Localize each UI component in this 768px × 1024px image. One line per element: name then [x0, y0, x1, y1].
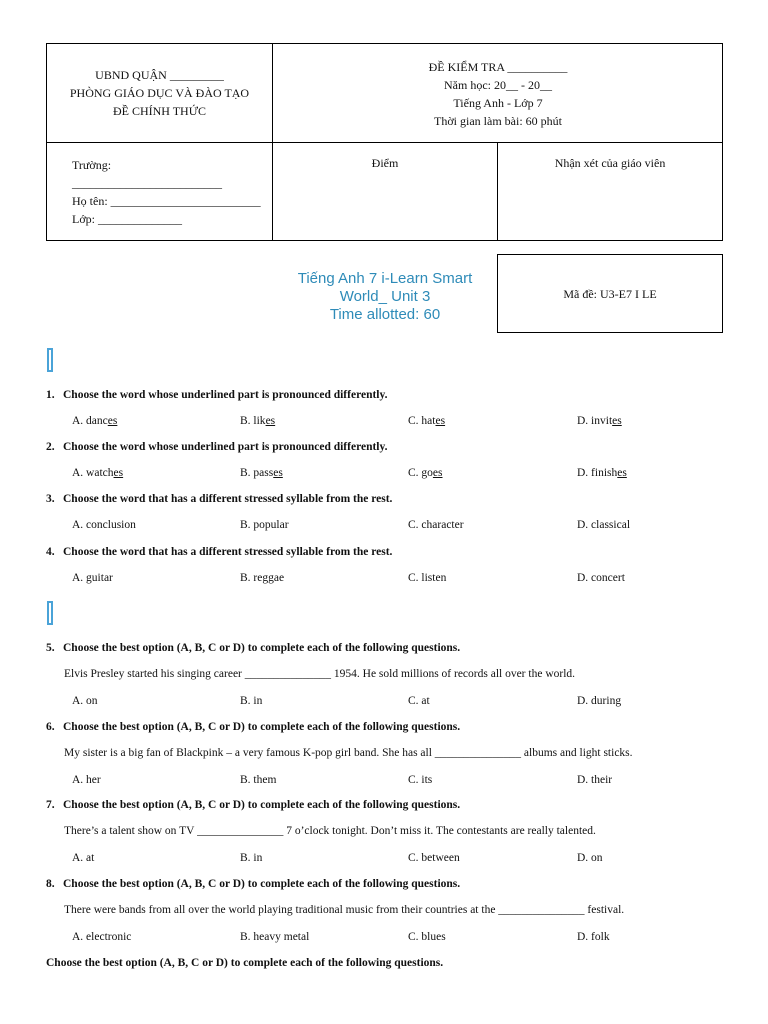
underlined-part: es [432, 467, 443, 479]
name-label: Họ tên: _________________________ [72, 194, 261, 208]
trailing-instruction: Choose the best option (A, B, C or D) to complete each of the following questions. [46, 957, 444, 969]
score-label: Điểm [371, 156, 399, 170]
test-title [270, 270, 500, 324]
answer-option[interactable]: C. its [408, 774, 433, 786]
answer-option[interactable]: C. between [408, 852, 460, 864]
answer-option[interactable]: D. classical [577, 519, 631, 531]
district-label: UBND QUẬN _________ [95, 68, 224, 82]
answer-option[interactable]: B. likes [240, 415, 276, 427]
answer-option[interactable]: A. dances [72, 415, 118, 427]
divider [47, 142, 722, 143]
question-instruction: Choose the best option (A, B, C or D) to complete each of the following questions. [63, 799, 461, 811]
answer-option[interactable]: D. invites [577, 415, 622, 427]
question-instruction: Choose the best option (A, B, C or D) to complete each of the following questions. [63, 721, 461, 733]
question-number: 2. [46, 441, 55, 453]
answer-option[interactable]: D. their [577, 774, 613, 786]
exam-code-box [497, 254, 723, 333]
school-year: Năm học: 20__ - 20__ [444, 78, 552, 92]
question-heading [46, 546, 392, 558]
answer-option[interactable]: D. folk [577, 931, 610, 943]
answer-option[interactable]: A. guitar [72, 572, 113, 584]
answer-option[interactable]: B. in [240, 852, 263, 864]
answer-option[interactable]: A. conclusion [72, 519, 136, 531]
answer-option[interactable]: C. at [408, 695, 430, 707]
answer-option[interactable]: B. popular [240, 519, 289, 531]
school-line: _________________________ [72, 176, 222, 190]
answer-option[interactable]: D. concert [577, 572, 625, 584]
section-marker-icon [47, 348, 53, 372]
answer-option[interactable]: C. character [408, 519, 464, 531]
question-heading [46, 642, 460, 654]
question-stem: There were bands from all over the world playing traditional music from their countries at the _______________ festival. [64, 904, 625, 916]
class-label: Lớp: ______________ [72, 212, 183, 226]
question-instruction: Choose the word that has a different stressed syllable from the rest. [63, 546, 393, 558]
school-label: Trường: [72, 158, 112, 172]
title-line: World_ Unit 3 [339, 288, 431, 305]
answer-option[interactable]: D. finishes [577, 467, 627, 479]
answer-option[interactable]: A. on [72, 695, 98, 707]
teacher-comment-label: Nhận xét của giáo viên [554, 156, 666, 170]
header-table [46, 43, 723, 241]
department-block [47, 66, 272, 120]
exam-info-block [273, 58, 723, 130]
underlined-part: es [107, 415, 118, 427]
question-instruction: Choose the best option (A, B, C or D) to complete each of the following questions. [63, 878, 461, 890]
answer-option[interactable]: C. goes [408, 467, 443, 479]
answer-option[interactable]: C. hates [408, 415, 446, 427]
question-number: 6. [46, 721, 55, 733]
question-number: 7. [46, 799, 55, 811]
question-heading [46, 721, 460, 733]
underlined-part: es [265, 415, 276, 427]
section-marker-icon [47, 601, 53, 625]
underlined-part: es [617, 467, 627, 479]
answer-option[interactable]: A. at [72, 852, 95, 864]
answer-option[interactable]: A. watches [72, 467, 124, 479]
question-heading [46, 441, 387, 453]
answer-option[interactable]: C. listen [408, 572, 447, 584]
question-heading [46, 878, 460, 890]
question-heading [46, 493, 392, 505]
question-number: 1. [46, 389, 55, 401]
question-instruction: Choose the word whose underlined part is pronounced differently. [63, 389, 388, 401]
answer-option[interactable]: D. on [577, 852, 603, 864]
question-instruction: Choose the word that has a different stressed syllable from the rest. [63, 493, 393, 505]
question-number: 4. [46, 546, 55, 558]
question-number: 5. [46, 642, 55, 654]
answer-option[interactable]: B. in [240, 695, 263, 707]
official-label: ĐỀ CHÍNH THỨC [112, 104, 207, 118]
underlined-part: es [435, 415, 446, 427]
answer-option[interactable]: B. them [240, 774, 277, 786]
underlined-part: es [612, 415, 622, 427]
question-number: 3. [46, 493, 55, 505]
answer-option[interactable]: A. her [72, 774, 101, 786]
title-line: Time allotted: 60 [329, 306, 441, 323]
answer-option[interactable]: B. reggae [240, 572, 285, 584]
duration: Thời gian làm bài: 60 phút [434, 114, 562, 128]
answer-option[interactable]: A. electronic [72, 931, 132, 943]
subject-grade: Tiếng Anh - Lớp 7 [453, 96, 543, 110]
exam-title: ĐỀ KIỂM TRA __________ [428, 60, 568, 74]
question-heading [46, 799, 460, 811]
answer-option[interactable]: B. passes [240, 467, 283, 479]
question-instruction: Choose the word whose underlined part is pronounced differently. [63, 441, 388, 453]
question-number: 8. [46, 878, 55, 890]
underlined-part: es [113, 467, 124, 479]
question-stem: Elvis Presley started his singing career _______________ 1954. He sold millions of records all over the world. [64, 668, 576, 680]
title-line: Tiếng Anh 7 i-Learn Smart [297, 270, 473, 287]
answer-option[interactable]: B. heavy metal [240, 931, 310, 943]
question-stem: My sister is a big fan of Blackpink – a very famous K-pop girl band. She has all _______________ albums and light sticks. [64, 747, 633, 759]
question-stem: There’s a talent show on TV _______________ 7 o’clock tonight. Don’t miss it. The contestants are really talented. [64, 825, 596, 837]
question-instruction: Choose the best option (A, B, C or D) to complete each of the following questions. [63, 642, 461, 654]
answer-option[interactable]: C. blues [408, 931, 446, 943]
answer-option[interactable]: D. during [577, 695, 622, 707]
question-heading [46, 389, 387, 401]
exam-code: Mã đề: U3-E7 I LE [563, 287, 657, 301]
underlined-part: es [273, 467, 283, 479]
student-info [72, 156, 261, 228]
department-label: PHÒNG GIÁO DỤC VÀ ĐÀO TẠO [69, 86, 250, 100]
